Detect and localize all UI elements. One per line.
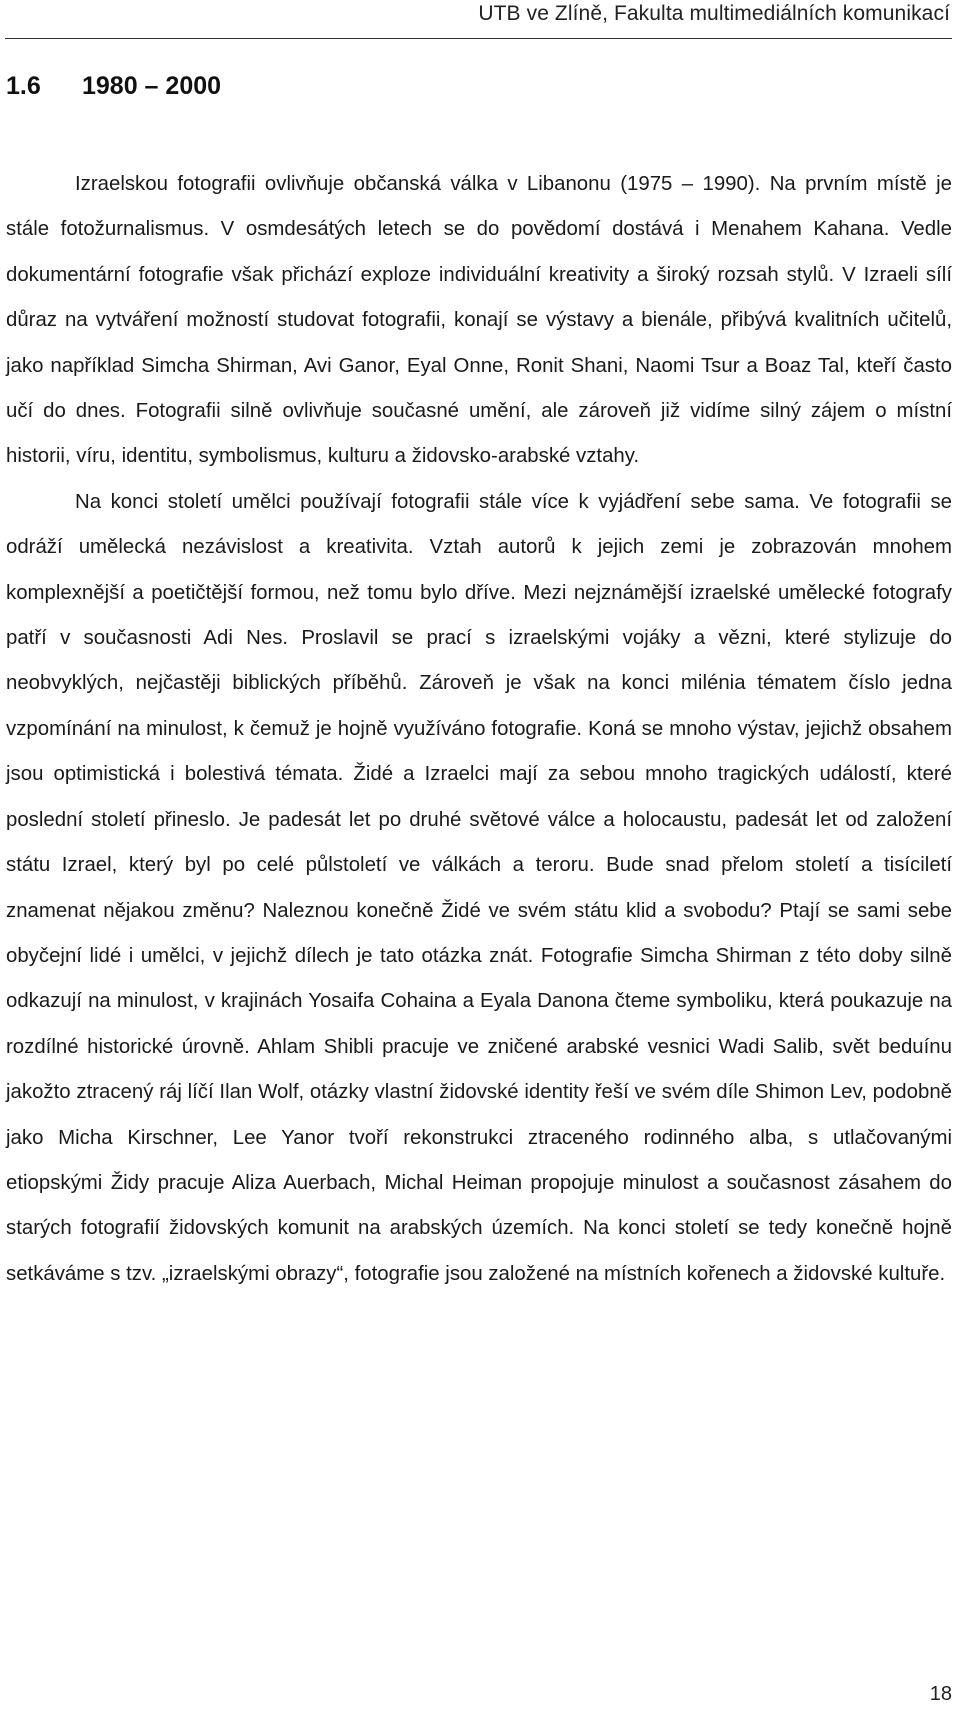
section-heading bbox=[6, 72, 221, 101]
paragraph-1: Izraelskou fotografii ovlivňuje občanská válka v Libanonu (1975 – 1990). Na prvním místě je stále fotožurnalismus. V osmdesátých letech se do povědomí dostává i Menahem Kahana. Vedle dokumentární fotografie však přichází exploze individuální kreativity a široký rozsah stylů. V Izraeli sílí důraz na vytváření možností studovat fotografii, konají se výstavy a bienále, přibývá kvalitních učitelů, jako například Simcha Shirman, Avi Ganor, Eyal Onne, Ronit Shani, Naomi Tsur a Boaz Tal, kteří často učí do dnes. Fotografii silně ovlivňuje současné umění, ale zároveň již vidíme silný zájem o místní historii, víru, identitu, symbolismus, kulturu a židovsko-arabské vztahy. bbox=[6, 173, 952, 468]
page-number: 18 bbox=[929, 1683, 952, 1705]
paragraph-2: Na konci století umělci používají fotografii stále více k vyjádření sebe sama. Ve fotografii se odráží umělecká nezávislost a kreativita. Vztah autorů k jejich zemi je zobrazován mnohem komplexnější a poetičtější formou, než tomu bylo dříve. Mezi nejznámější izraelské umělecké fotografy patří v současnosti Adi Nes. Proslavil se prací s izraelskými vojáky a vězni, které stylizuje do neobvyklých, nejčastěji biblických příběhů. Zároveň je však na konci milénia tématem číslo jedna vzpomínání na minulost, k čemuž je hojně využíváno fotografie. Koná se mnoho výstav, jejichž obsahem jsou optimistická i bolestivá témata. Židé a Izraelci mají za sebou mnoho tragických událostí, které poslední století přineslo. Je padesát let po druhé světové válce a holocaustu, padesát let od založení státu Izrael, který byl po celé půlstoletí ve válkách a teroru. Bude snad přelom století a tisíciletí znamenat nějakou změnu? Naleznou konečně Židé ve svém státu klid a svobodu? Ptají se sami sebe obyčejní lidé i umělci, v jejichž dílech je tato otázka znát. Fotografie Simcha Shirman z této doby silně odkazují na minulost, v krajinách Yosaifa Cohaina a Eyala Danona čteme symboliku, která poukazuje na rozdílné historické úrovně. Ahlam Shibli pracuje ve zničené arabské vesnici Wadi Salib, svět beduínu jakožto ztracený ráj líčí Ilan Wolf, otázky vlastní židovské identity řeší ve svém díle Shimon Lev, podobně jako Micha Kirschner, Lee Yanor tvoří rekonstrukci ztraceného rodinného alba, s utlačovanými etiopskými Židy pracuje Aliza Auerbach, Michal Heiman propojuje minulost a současnost zásahem do starých fotografií židovských komunit na arabských územích. Na konci století se tedy konečně hojně setkáváme s tzv. „izraelskými obrazy“, fotografie jsou založené na místních kořenech a židovské kultuře. bbox=[6, 490, 952, 1285]
section-number: 1.6 bbox=[6, 72, 41, 100]
section-title: 1980 – 2000 bbox=[82, 72, 222, 100]
header-divider bbox=[5, 38, 952, 39]
body-text bbox=[6, 162, 952, 1297]
running-header: UTB ve Zlíně, Fakulta multimediálních komunikací bbox=[478, 2, 950, 25]
